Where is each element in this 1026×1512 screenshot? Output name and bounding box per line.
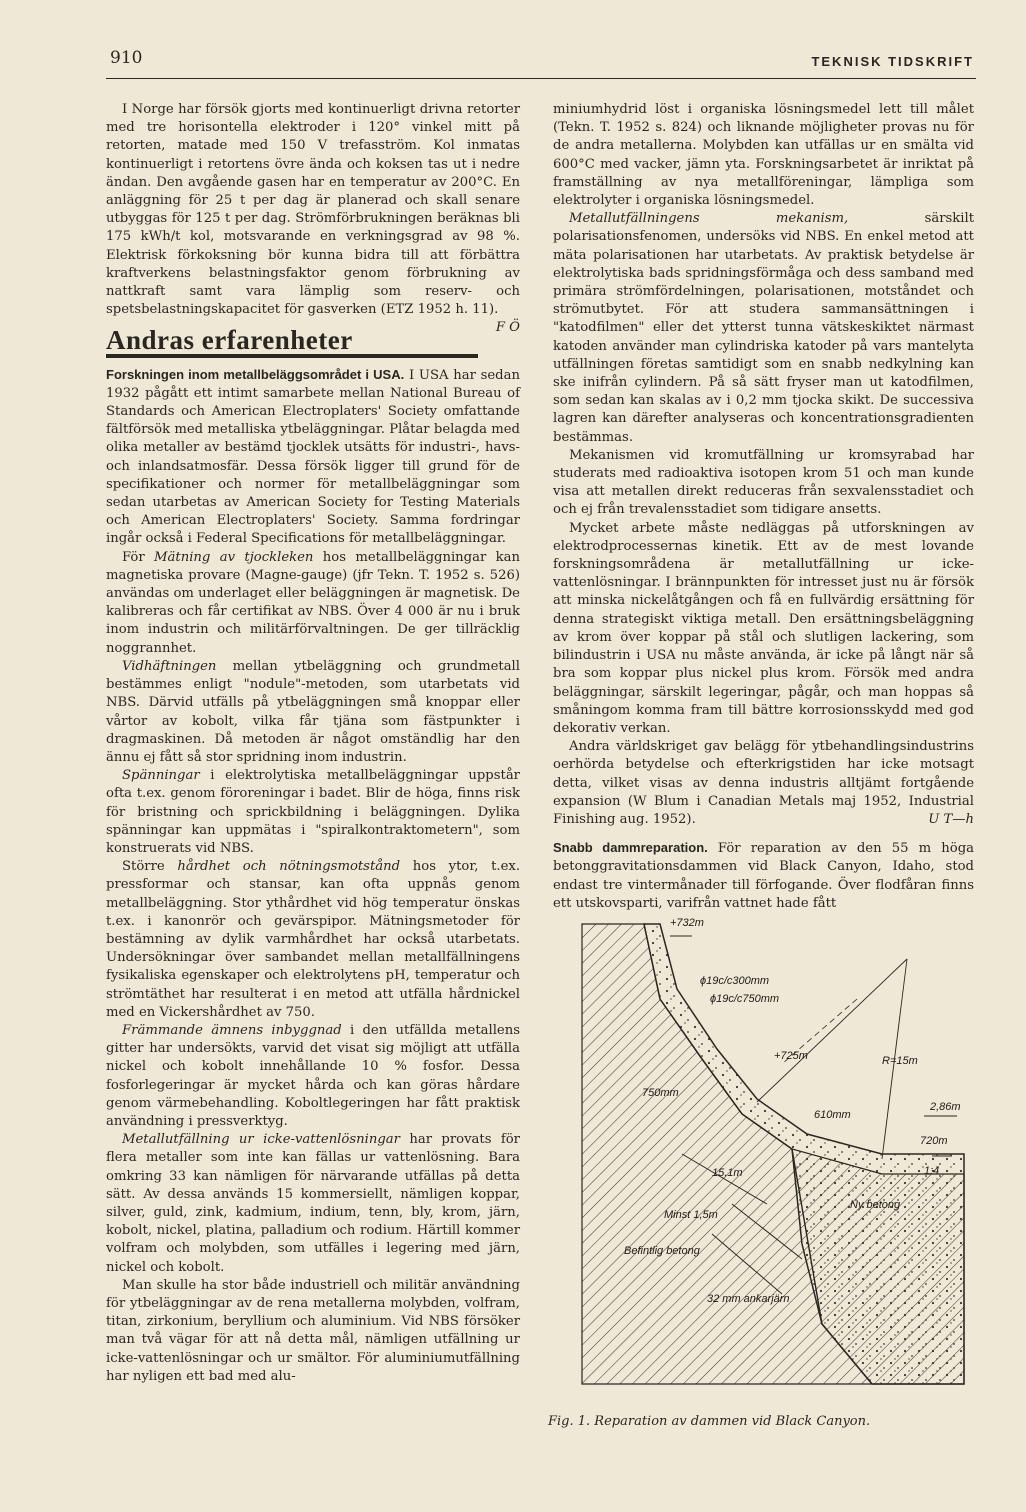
label-new-concrete: Ny betong xyxy=(850,1199,901,1211)
label-anchor: 32 mm ankarjärn xyxy=(707,1293,790,1305)
paragraph xyxy=(106,1022,520,1131)
paragraph-text: har provats för flera metaller som inte kan fällas ur vattenlösning. Bara omkring 33 kan nämligen för närvarande utfällas på detta sätt. Av dessa används 15 kommersiellt, nämligen koppar, silver, guld, zink, kadmium, indium, tenn, bly, krom, järn, kobolt, nickel, platina, palladium och rodium. Härtill kommer volfram och molybden, som utfälles i legering med järn, nickel och kobolt. xyxy=(106,1132,520,1275)
label-min-15m: Minst 1,5m xyxy=(664,1209,718,1221)
left-column xyxy=(106,101,520,1386)
paragraph: Mycket arbete måste nedläggas på utforskningen av elektrodprocessernas kinetik. Ett av de mest lovande forskningsområdena är metallutfällning ur icke-vattenlösningar. I brännpunkten för intresset just nu är försök att minska nickelåtgången och få en fullvärdig ersättning för denna strategiskt viktiga metall. Den ersättningsbeläggning av krom över koppar på stål och slutligen lackering, som bilindustrin i USA nu måste använda, är icke på långt när så bra som koppar plus nickel plus krom. Försök med andra beläggningar, särskilt legeringar, pågår, och man hoppas så småningom komma fram till bättre korrosionsskydd med god dekorativ verkan. xyxy=(553,520,974,736)
paragraph-text: Andra världskriget gav belägg för ytbehandlingsindustrins oerhörda betydelse och efterkrigstiden har icke motsagt detta, vilket visas av denna industris alltjämt fortgående expansion (W Blum i Canadian Metals maj 1952, Industrial Finishing aug. 1952). xyxy=(553,739,974,827)
right-column xyxy=(553,101,974,913)
article-title: Snabb dammreparation. xyxy=(553,840,708,856)
label-rebar-300: ϕ19c/c300mm xyxy=(700,975,770,987)
emphasis: hårdhet och nötningsmotstånd xyxy=(177,859,401,875)
paragraph-text: i elektrolytiska metallbeläggningar uppstår ofta t.ex. genom föroreningar i badet. Blir de höga, finns risk för bristning och sprickbildning i beläggningen. Dylika spänningar kan uppmätas i "spiralkontraktometern", som konstruerats vid NBS. xyxy=(106,768,520,856)
emphasis: Mätning av tjockleken xyxy=(154,549,314,565)
paragraph-text: För xyxy=(122,549,155,565)
paragraph xyxy=(106,658,520,767)
paragraph xyxy=(553,839,974,913)
paragraph-text: hos ytor, t.ex. pressformar och stansar, kan ofta uppnås genom metallbeläggning. Stor ythårdhet vid hög temperatur önskas t.ex. i kanonrör och gevärspipor. Mätningsmetoder för bestämning av dylik varmhårdhet har också utarbetats. Undersökningar över sambandet mellan metallfällningens fysikaliska egenskaper och elektrolytens pH, temperatur och strömtäthet har resulterat i en metod att utfälla hårdnickel med en Vickershårdhet av 750. xyxy=(106,859,521,1020)
paragraph: Mekanismen vid kromutfällning ur kromsyrabad har studerats med radioaktiva isotopen krom 51 och man kunde visa att metallen direkt reduceras från sexvalensstadiet och och ej från trevalensstadiet som tidigare ansetts. xyxy=(553,447,974,518)
radius-line xyxy=(757,959,907,1102)
emphasis: Vidhäftningen xyxy=(122,658,217,674)
label-slope: 1:4 xyxy=(924,1165,940,1177)
label-elev-720: 720m xyxy=(920,1135,948,1147)
label-radius: R=15m xyxy=(882,1055,918,1067)
dam-repair-figure xyxy=(552,904,982,1399)
section-heading: Andras erfarenheter xyxy=(106,325,353,356)
paragraph-text: För reparation av den 55 m höga betonggravitationsdammen vid Black Canyon, Idaho, stod endast tre vintermånader till förfogande. Över flodfåran finns ett utskovsparti, varifrån vattnet hade fått xyxy=(553,841,975,911)
label-existing-concrete: Befintlig betong xyxy=(624,1245,700,1257)
label-elev-725: +725m xyxy=(774,1050,808,1062)
paragraph xyxy=(553,210,974,447)
article-title: Forskningen inom metallbeläggsområdet i USA. xyxy=(106,366,405,382)
paragraph-text: särskilt polarisationsfenomen, undersöks vid NBS. En enkel metod att mäta polarisationen har utarbetats. Av praktisk betydelse är elektrolytiska bads spridningsförmåga och dess samband med primära strömfördelningen, polarisationen, motståndet och strömutbytet. För att studera sammansättningen i "katodfilmen" eller det ytterst tunna vätskeskiktet närmast katoden använder man cylindriska katoder på vars mantelyta utfällningen företas samtidigt som en snabb nedkylning kan ske inifrån cylindern. På så sätt fryser man ut katodfilmen, som sedan kan skalas av i 0,2 mm tjocka skikt. De successiva lagren kan därefter analyseras och koncentrationsgradienten bestämmas. xyxy=(553,211,974,445)
header-rule xyxy=(106,78,976,79)
label-151m: 15,1m xyxy=(712,1167,743,1179)
paragraph-text: Större xyxy=(122,859,178,875)
figure-caption: Fig. 1. Reparation av dammen vid Black Canyon. xyxy=(548,1414,871,1429)
paragraph xyxy=(106,549,520,658)
paragraph xyxy=(106,858,520,1022)
paragraph xyxy=(106,101,520,336)
paragraph: miniumhydrid löst i organiska lösningsmedel lett till målet (Tekn. T. 1952 s. 824) och liknande möjligheter provas nu för de andra metallerna. Molybden kan utfällas ur en smälta vid 600°C med vacker, jämn yta. Forskningsarbetet är inriktat på framställning av nya metallföreningar, lämpliga som elektrolyter i organiska lösningsmedel. xyxy=(553,102,974,209)
label-750mm: 750mm xyxy=(642,1087,679,1099)
label-elev-732: +732m xyxy=(670,917,704,929)
emphasis: Spänningar xyxy=(122,768,200,784)
spacer xyxy=(553,829,974,839)
paragraph-text: I Norge har försök gjorts med kontinuerligt drivna retorter med tre horisontella elektroder i 120° vinkel mitt på retorten, matade med 150 V trefasström. Kol inmatas kontinuerligt i retortens övre ända och koksen tas ut i nedre ändan. Den avgående gasen har en temperatur av 200°C. En anläggning för 25 t per dag är planerad och skall senare utbyggas för 125 t per dag. Strömförbrukningen beräknas bli 175 kWh/t kol, motsvarande en verkningsgrad av 98 %. Elektrisk förkoksning bör kunna bidra till att förbättra kraftverkens belastningsfaktor genom förbrukning av nattkraft samt vara lämplig som reserv- och spetsbelastningskapacitet för gasverken (ETZ 1952 h. 11). xyxy=(106,102,520,318)
emphasis: Metallutfällning ur icke-vattenlösningar xyxy=(122,1132,400,1148)
page-number: 910 xyxy=(110,48,143,68)
journal-title: TEKNISK TIDSKRIFT xyxy=(811,54,974,69)
paragraph xyxy=(106,366,520,549)
paragraph-text: hos metallbeläggningar kan magnetiska provare (Magne-gauge) (jfr Tekn. T. 1952 s. 526) användas om underlaget eller beläggningen är magnetisk. De kalibreras och får certifikat av NBS. Över 4 000 är nu i bruk inom industrin och militärförvaltningen. De ger tillräcklig noggrannhet. xyxy=(106,549,520,656)
paragraph xyxy=(106,767,520,858)
emphasis: Främmande ämnens inbyggnad xyxy=(122,1022,342,1038)
label-286m: 2,86m xyxy=(930,1101,961,1113)
paragraph: Man skulle ha stor både industriell och militär användning för ytbeläggningar av de rena metallerna molybden, volfram, titan, zirkonium, beryllium och aluminium. Vid NBS försöker man två vägar för att nå detta mål, nämligen utfällning ur icke-vattenlösningar och ur smältor. För aluminiumutfällning har nyligen ett bad med alu- xyxy=(106,1277,520,1384)
paragraph-text: i den utfällda metallens gitter har undersökts, varvid det visat sig möjligt att utfälla nickel och kobolt innehållande 10 % fosfor. Dessa fosforlegeringar är mycket hårda och kan göras hårdare genom värmebehandling. Koboltlegeringen har fått praktisk användning i pressverktyg. xyxy=(106,1022,520,1129)
label-rebar-750: ϕ19c/c750mm xyxy=(710,993,780,1005)
author-signature: U T—h xyxy=(928,811,974,827)
label-610mm: 610mm xyxy=(814,1109,851,1121)
paragraph-text: I USA har sedan 1932 pågått ett intimt samarbete mellan National Bureau of Standards och American Electroplaters' Society omfattande fältförsök med metalliska ytbeläggningar. Plåtar belagda med olika metaller av bestämd tjocklek utsätts för industri-, havs- och inlandsatmosfär. Dessa försök ligger till grund för de specifikationer och normer för metallbeläggningar som sedan utarbetas av American Society for Testing Materials och American Electroplaters' Society. Samma fordringar ingår också i Federal Specifications för metallbeläggningar. xyxy=(106,367,520,547)
paragraph xyxy=(553,738,974,829)
paragraph-text: mellan ytbeläggning och grundmetall bestämmes enligt "nodule"-metoden, som utarbetats vid NBS. Därvid utfälls på ytbeläggningen små knoppar eller vårtor av kobolt, vilka får tjäna som fästpunkter i dragmaskinen. Då metoden är något omständlig har den ännu ej fått så stor spridning inom industrin. xyxy=(106,658,520,765)
emphasis: Metallutfällningens mekanism, xyxy=(569,211,849,227)
author-signature: F Ö xyxy=(495,320,520,336)
paragraph xyxy=(106,1131,520,1277)
